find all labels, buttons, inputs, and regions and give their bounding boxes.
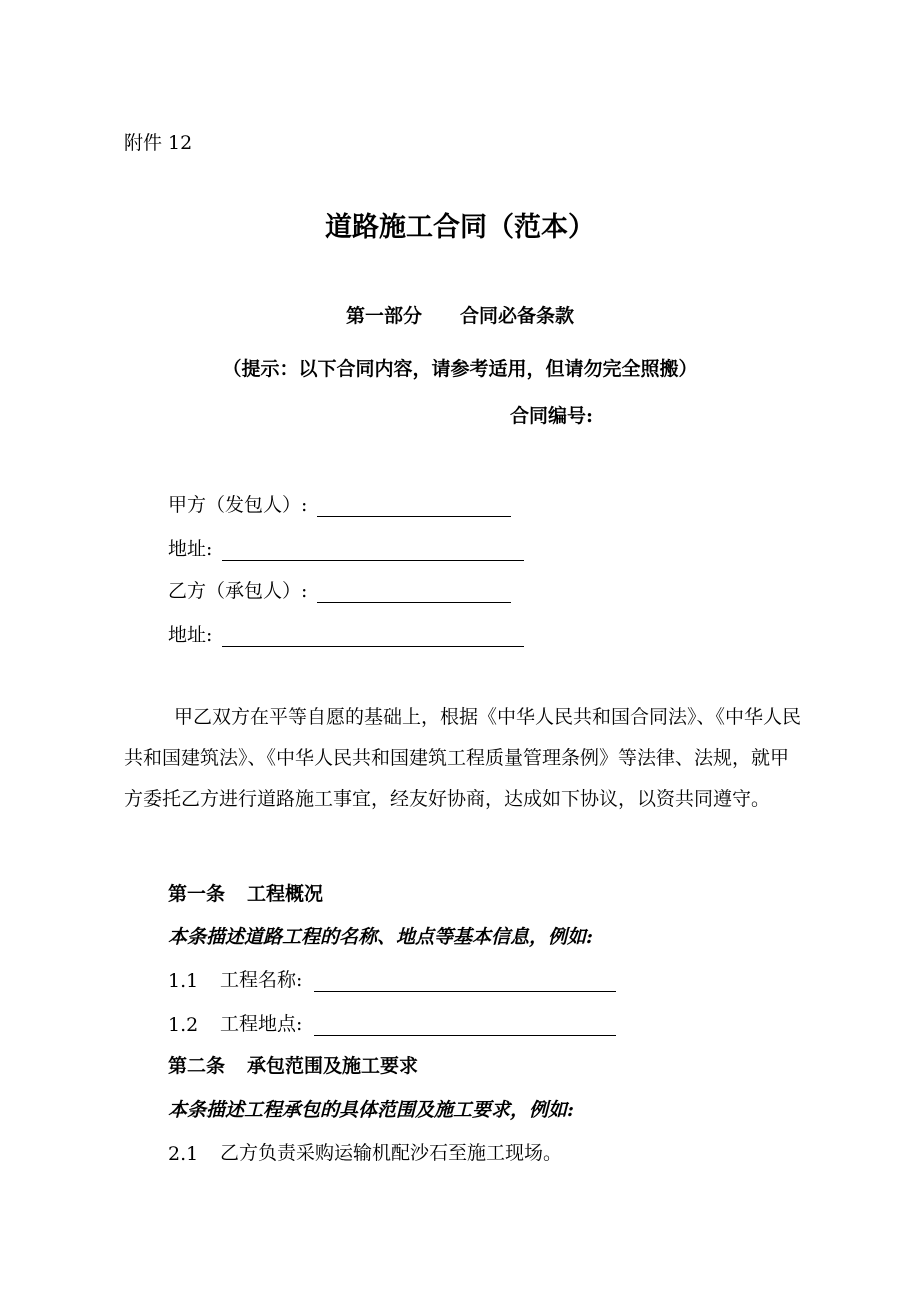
hint-note: （提示：以下合同内容，请参考适用，但请勿完全照搬）	[222, 358, 698, 380]
item-1-1	[168, 965, 616, 992]
article-1-title: 工程概况	[247, 883, 324, 905]
item-1-1-label: 工程名称:	[220, 969, 303, 991]
project-name-blank[interactable]	[314, 971, 616, 992]
party-a-field	[168, 490, 511, 517]
article-1-heading	[168, 879, 323, 906]
party-a-address-label: 地址:	[168, 538, 213, 560]
party-a-address-field	[168, 534, 524, 561]
party-b-label: 乙方（承包人）:	[168, 580, 308, 602]
party-a-address-blank[interactable]	[222, 540, 524, 561]
item-2-1-text: 乙方负责采购运输机配沙石至施工现场。	[220, 1142, 563, 1164]
project-location-blank[interactable]	[314, 1015, 616, 1036]
part-subtitle: 合同必备条款	[460, 305, 575, 327]
item-2-1-number: 2.1	[168, 1143, 199, 1165]
item-1-2-label: 工程地点:	[220, 1013, 303, 1035]
party-b-address-blank[interactable]	[222, 626, 524, 647]
contract-number-label: 合同编号:	[510, 405, 594, 427]
annex-label: 附件 12	[124, 132, 193, 154]
article-2-number: 第二条	[168, 1055, 226, 1077]
document-title: 道路施工合同（范本）	[325, 212, 595, 243]
party-b-field	[168, 576, 511, 603]
item-1-2-number: 1.2	[168, 1014, 199, 1036]
article-2-heading	[168, 1051, 418, 1078]
party-a-label: 甲方（发包人）:	[168, 494, 308, 516]
part-name: 第一部分	[345, 305, 422, 327]
party-b-address-field	[168, 620, 524, 647]
item-1-2	[168, 1009, 616, 1036]
intro-paragraph	[124, 697, 804, 820]
party-b-address-label: 地址:	[168, 624, 213, 646]
article-2-title: 承包范围及施工要求	[247, 1055, 419, 1077]
item-2-1	[168, 1138, 562, 1165]
party-b-blank[interactable]	[317, 582, 511, 603]
part-heading	[0, 301, 920, 328]
party-a-blank[interactable]	[317, 496, 511, 517]
intro-text: 甲乙双方在平等自愿的基础上，根据《中华人民共和国合同法》、《中华人民共和国建筑法》、《中华人民共和国建筑工程质量管理条例》等法律、法规，就甲方委托乙方进行道路施工事宜，经友好协商，达成如下协议，以资共同遵守。	[124, 706, 802, 810]
article-2-description: 本条描述工程承包的具体范围及施工要求，例如:	[168, 1099, 575, 1121]
item-1-1-number: 1.1	[168, 970, 199, 992]
article-1-description: 本条描述道路工程的名称、地点等基本信息，例如:	[168, 926, 594, 948]
article-1-number: 第一条	[168, 883, 226, 905]
